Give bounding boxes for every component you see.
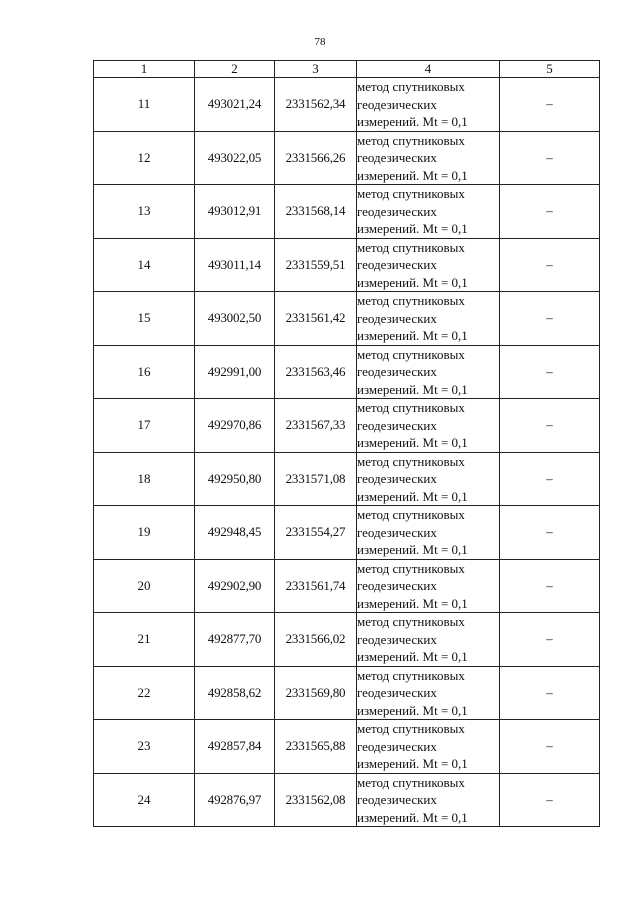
method-line: геодезических (357, 150, 437, 165)
table-row (94, 773, 600, 827)
table-row (94, 238, 600, 292)
table-row (94, 559, 600, 613)
point-number-cell: 22 (94, 666, 195, 720)
column-header-3: 3 (275, 61, 357, 78)
note-cell: – (500, 720, 600, 774)
note-cell: – (500, 506, 600, 560)
method-cell (357, 452, 500, 506)
method-line: измерений. Mt = 0,1 (357, 488, 468, 504)
x-coordinate-cell: 492876,97 (195, 773, 275, 827)
method-line: метод спутниковых (357, 667, 465, 683)
method-line: метод спутниковых (357, 453, 465, 469)
y-coordinate-cell: 2331568,14 (275, 185, 357, 239)
page-number: 78 (314, 36, 326, 48)
point-number-cell: 14 (94, 238, 195, 292)
y-coordinate-cell: 2331565,88 (275, 720, 357, 774)
y-coordinate-cell: 2331561,74 (275, 559, 357, 613)
method-cell (357, 666, 500, 720)
note-cell: – (500, 452, 600, 506)
point-number-cell: 24 (94, 773, 195, 827)
x-coordinate-cell: 492858,62 (195, 666, 275, 720)
note-cell: – (500, 613, 600, 667)
method-cell (357, 78, 500, 132)
point-number-cell: 16 (94, 345, 195, 399)
point-number-cell: 19 (94, 506, 195, 560)
note-cell: – (500, 399, 600, 453)
x-coordinate-cell: 492950,80 (195, 452, 275, 506)
method-cell (357, 613, 500, 667)
table-row (94, 345, 600, 399)
method-line: метод спутниковых (357, 560, 465, 576)
method-line: метод спутниковых (357, 186, 465, 201)
method-line: геодезических (357, 96, 437, 112)
method-cell (357, 559, 500, 613)
method-line: измерений. Mt = 0,1 (357, 381, 468, 397)
point-number-cell: 18 (94, 452, 195, 506)
x-coordinate-cell: 492970,86 (195, 399, 275, 453)
column-header-2: 2 (195, 61, 275, 78)
x-coordinate-cell: 492857,84 (195, 720, 275, 774)
method-line: метод спутниковых (357, 293, 465, 308)
method-line: геодезических (357, 364, 437, 379)
method-line: геодезических (357, 203, 437, 219)
table-header-row (94, 61, 600, 78)
x-coordinate-cell: 493011,14 (195, 238, 275, 292)
method-line: геодезических (357, 792, 437, 807)
method-line: измерений. Mt = 0,1 (357, 756, 468, 771)
table-row (94, 78, 600, 132)
table-row (94, 292, 600, 346)
method-cell (357, 506, 500, 560)
y-coordinate-cell: 2331554,27 (275, 506, 357, 560)
method-line: геодезических (357, 578, 437, 593)
method-line: геодезических (357, 738, 437, 754)
y-coordinate-cell: 2331561,42 (275, 292, 357, 346)
note-cell: – (500, 131, 600, 185)
point-number-cell: 15 (94, 292, 195, 346)
table-row (94, 185, 600, 239)
table-row (94, 613, 600, 667)
method-line: измерений. Mt = 0,1 (357, 702, 468, 718)
table-row (94, 399, 600, 453)
table-row (94, 131, 600, 185)
point-number-cell: 21 (94, 613, 195, 667)
method-line: измерений. Mt = 0,1 (357, 435, 468, 450)
method-line: метод спутниковых (357, 507, 465, 522)
coordinates-table (93, 60, 600, 827)
point-number-cell: 11 (94, 78, 195, 132)
x-coordinate-cell: 492877,70 (195, 613, 275, 667)
note-cell: – (500, 292, 600, 346)
method-line: геодезических (357, 257, 437, 272)
x-coordinate-cell: 492902,90 (195, 559, 275, 613)
method-line: метод спутниковых (357, 346, 465, 362)
method-line: измерений. Mt = 0,1 (357, 274, 468, 290)
method-line: измерений. Mt = 0,1 (357, 595, 468, 611)
note-cell: – (500, 78, 600, 132)
method-cell (357, 399, 500, 453)
method-line: метод спутниковых (357, 239, 465, 255)
method-line: измерений. Mt = 0,1 (357, 328, 468, 343)
method-line: метод спутниковых (357, 79, 465, 94)
note-cell: – (500, 559, 600, 613)
method-line: геодезических (357, 524, 437, 540)
point-number-cell: 23 (94, 720, 195, 774)
method-line: измерений. Mt = 0,1 (357, 221, 468, 236)
note-cell: – (500, 773, 600, 827)
method-cell (357, 345, 500, 399)
method-line: метод спутниковых (357, 132, 465, 148)
method-line: геодезических (357, 631, 437, 647)
method-cell (357, 292, 500, 346)
method-line: метод спутниковых (357, 721, 465, 736)
method-line: геодезических (357, 310, 437, 326)
x-coordinate-cell: 493022,05 (195, 131, 275, 185)
table-row (94, 666, 600, 720)
method-line: измерений. Mt = 0,1 (357, 542, 468, 557)
y-coordinate-cell: 2331566,02 (275, 613, 357, 667)
method-line: геодезических (357, 685, 437, 700)
method-line: измерений. Mt = 0,1 (357, 114, 468, 129)
y-coordinate-cell: 2331571,08 (275, 452, 357, 506)
x-coordinate-cell: 493012,91 (195, 185, 275, 239)
method-line: метод спутниковых (357, 614, 465, 629)
method-cell (357, 720, 500, 774)
x-coordinate-cell: 492948,45 (195, 506, 275, 560)
method-cell (357, 773, 500, 827)
method-cell (357, 238, 500, 292)
y-coordinate-cell: 2331566,26 (275, 131, 357, 185)
point-number-cell: 13 (94, 185, 195, 239)
method-line: геодезических (357, 471, 437, 486)
column-header-4: 4 (357, 61, 500, 78)
method-line: измерений. Mt = 0,1 (357, 809, 468, 825)
method-line: метод спутниковых (357, 774, 465, 790)
point-number-cell: 17 (94, 399, 195, 453)
column-header-5: 5 (500, 61, 600, 78)
x-coordinate-cell: 492991,00 (195, 345, 275, 399)
column-header-1: 1 (94, 61, 195, 78)
method-line: измерений. Mt = 0,1 (357, 167, 468, 183)
y-coordinate-cell: 2331562,08 (275, 773, 357, 827)
y-coordinate-cell: 2331559,51 (275, 238, 357, 292)
y-coordinate-cell: 2331563,46 (275, 345, 357, 399)
table-row (94, 506, 600, 560)
x-coordinate-cell: 493021,24 (195, 78, 275, 132)
method-line: геодезических (357, 417, 437, 433)
point-number-cell: 20 (94, 559, 195, 613)
note-cell: – (500, 238, 600, 292)
method-line: метод спутниковых (357, 400, 465, 415)
table-row (94, 452, 600, 506)
note-cell: – (500, 666, 600, 720)
table-row (94, 720, 600, 774)
y-coordinate-cell: 2331562,34 (275, 78, 357, 132)
note-cell: – (500, 185, 600, 239)
y-coordinate-cell: 2331567,33 (275, 399, 357, 453)
y-coordinate-cell: 2331569,80 (275, 666, 357, 720)
x-coordinate-cell: 493002,50 (195, 292, 275, 346)
table-body (94, 78, 600, 827)
note-cell: – (500, 345, 600, 399)
method-cell (357, 185, 500, 239)
method-line: измерений. Mt = 0,1 (357, 649, 468, 664)
point-number-cell: 12 (94, 131, 195, 185)
method-cell (357, 131, 500, 185)
